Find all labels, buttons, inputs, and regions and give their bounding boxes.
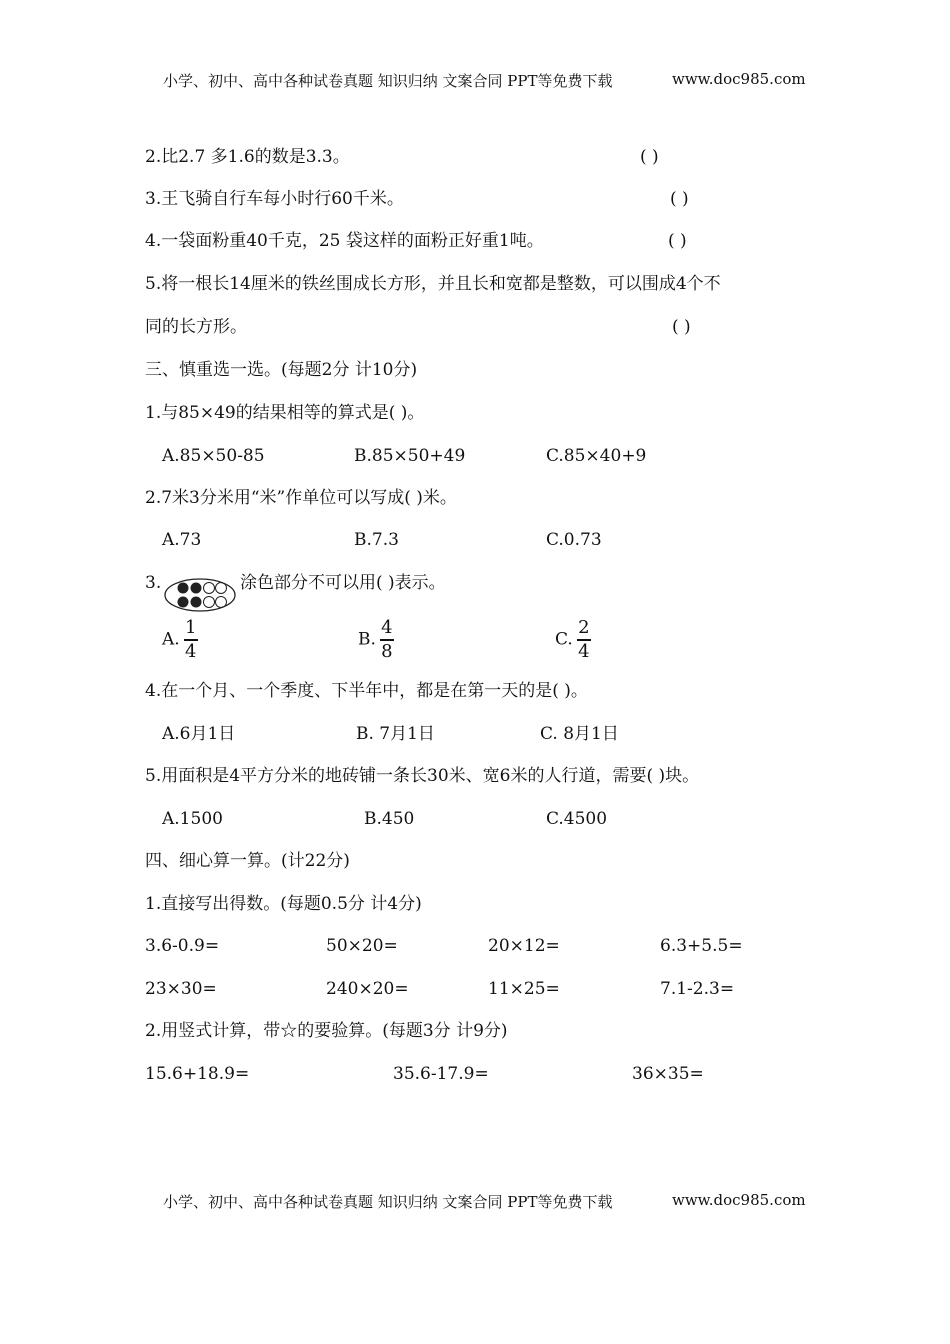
choice-q3: 涂色部分不可以用( )表示。	[240, 573, 446, 593]
fraction-denominator: 4	[578, 640, 590, 662]
choice-q1-option-a: A.85×50-85	[162, 446, 265, 466]
judge-q2: 2.比2.7 多1.6的数是3.3。	[145, 147, 350, 167]
judge-q5-paren: ( )	[672, 317, 691, 337]
choice-q1-option-b: B.85×50+49	[354, 446, 466, 466]
calc-item: 36×35=	[632, 1064, 704, 1084]
dot-empty	[204, 583, 215, 594]
judge-q4-paren: ( )	[668, 231, 687, 251]
calc-item: 50×20=	[326, 936, 398, 956]
calc-item: 7.1-2.3=	[660, 979, 735, 999]
choice-q3-option-a	[162, 618, 198, 662]
judge-q2-paren: ( )	[640, 147, 659, 167]
choice-q1-option-c: C.85×40+9	[546, 446, 647, 466]
footer-text: 小学、初中、高中各种试卷真题 知识归纳 文案合同 PPT等免费下载	[163, 1193, 613, 1211]
choice-q4: 4.在一个月、一个季度、下半年中，都是在第一天的是( )。	[145, 681, 588, 701]
calc-item: 15.6+18.9=	[145, 1064, 250, 1084]
header-text: 小学、初中、高中各种试卷真题 知识归纳 文案合同 PPT等免费下载	[163, 72, 613, 90]
calc-item: 11×25=	[488, 979, 560, 999]
footer-url: www.doc985.com	[672, 1191, 806, 1209]
choice-q2: 2.7米3分米用“米”作单位可以写成( )米。	[145, 488, 457, 508]
judge-q3: 3.王飞骑自行车每小时行60千米。	[145, 189, 404, 209]
choice-q2-option-c: C.0.73	[546, 530, 602, 550]
option-label: A.	[162, 629, 180, 650]
option-label: B.	[358, 629, 376, 650]
option-label: C.	[555, 629, 573, 650]
choice-q3-number: 3.	[145, 573, 162, 593]
calc-item: 3.6-0.9=	[145, 936, 220, 956]
choice-q5-option-a: A.1500	[162, 809, 223, 829]
section4-title: 四、细心算一算。(计22分)	[145, 851, 350, 871]
calc-item: 6.3+5.5=	[660, 936, 743, 956]
choice-q2-option-a: A.73	[162, 530, 202, 550]
section4-sub1: 1.直接写出得数。(每题0.5分 计4分)	[145, 894, 422, 914]
choice-q3-option-b	[358, 618, 394, 662]
dots-figure	[163, 577, 237, 613]
dot-filled	[178, 597, 189, 608]
choice-q3-option-c	[555, 618, 591, 662]
dot-empty	[216, 597, 227, 608]
judge-q5-line1: 5.将一根长14厘米的铁丝围成长方形，并且长和宽都是整数，可以围成4个不	[145, 274, 721, 294]
judge-q5-line2: 同的长方形。	[145, 317, 247, 337]
choice-q4-option-a: A.6月1日	[162, 724, 236, 744]
calc-item: 240×20=	[326, 979, 409, 999]
dot-empty	[216, 583, 227, 594]
choice-q5-option-c: C.4500	[546, 809, 608, 829]
judge-q3-paren: ( )	[670, 189, 689, 209]
dot-filled	[191, 597, 202, 608]
header-url: www.doc985.com	[672, 70, 806, 88]
calc-item: 23×30=	[145, 979, 217, 999]
section3-title: 三、慎重选一选。(每题2分 计10分)	[145, 360, 418, 380]
choice-q4-option-b: B. 7月1日	[356, 724, 435, 744]
choice-q5: 5.用面积是4平方分米的地砖铺一条长30米、宽6米的人行道，需要( )块。	[145, 766, 700, 786]
fraction-numerator: 4	[381, 617, 393, 638]
calc-item: 20×12=	[488, 936, 560, 956]
fraction-numerator: 1	[184, 617, 197, 638]
dot-filled	[178, 583, 189, 594]
section4-sub2: 2.用竖式计算，带☆的要验算。(每题3分 计9分)	[145, 1021, 508, 1041]
dot-filled	[191, 583, 202, 594]
fraction-numerator: 2	[578, 617, 590, 638]
judge-q4: 4.一袋面粉重40千克，25 袋这样的面粉正好重1吨。	[145, 231, 544, 251]
choice-q2-option-b: B.7.3	[354, 530, 399, 550]
calc-item: 35.6-17.9=	[393, 1064, 489, 1084]
dot-empty	[204, 597, 215, 608]
choice-q4-option-c: C. 8月1日	[540, 724, 619, 744]
choice-q5-option-b: B.450	[364, 809, 415, 829]
choice-q1: 1.与85×49的结果相等的算式是( )。	[145, 403, 425, 423]
fraction-denominator: 4	[184, 640, 197, 662]
fraction-denominator: 8	[381, 640, 393, 662]
